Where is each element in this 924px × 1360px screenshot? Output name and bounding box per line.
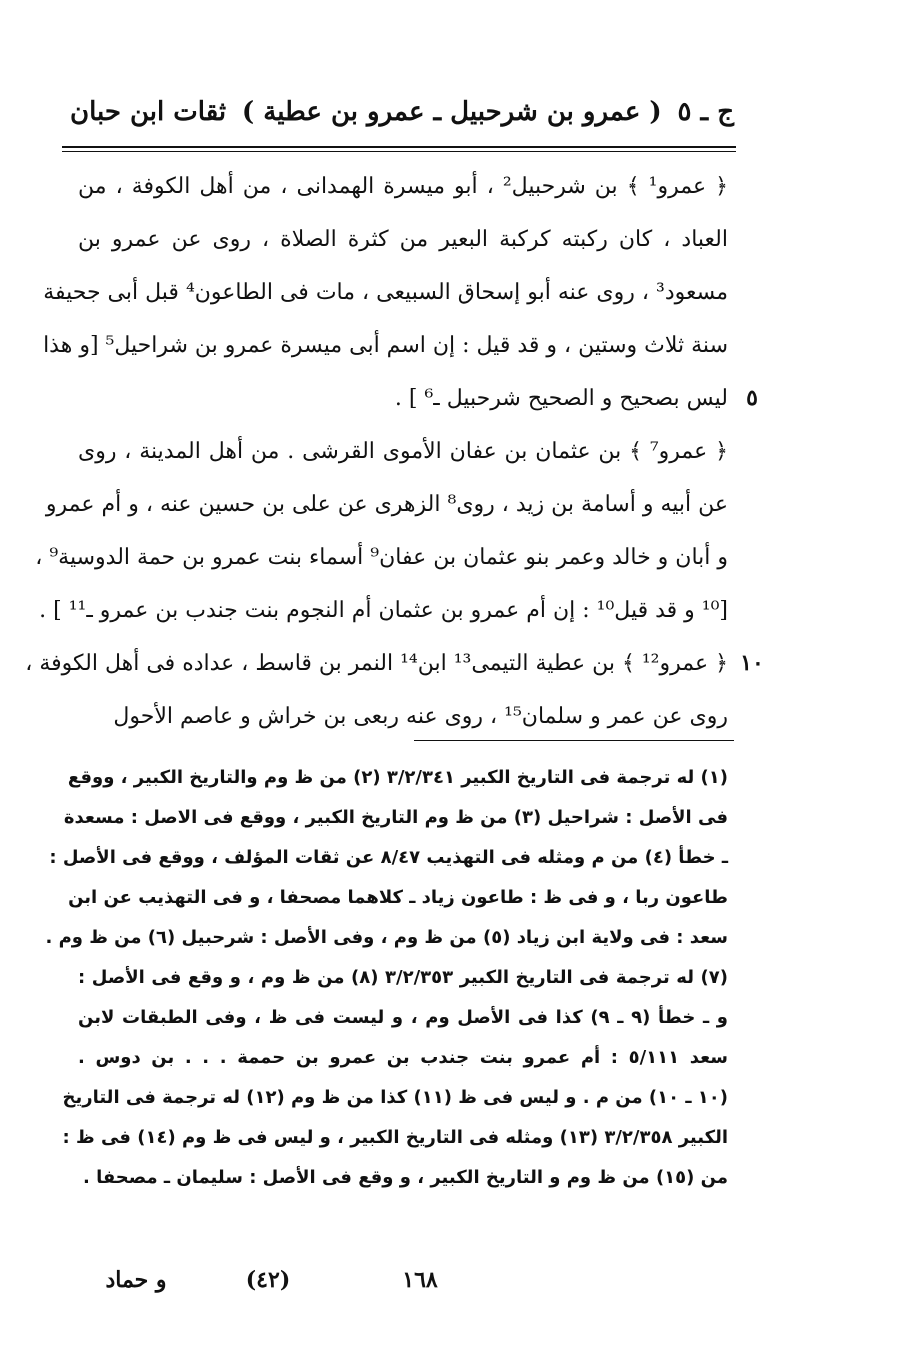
book-title: ثقات ابن حبان bbox=[70, 97, 227, 127]
signature-mark: (٤٢) bbox=[245, 1267, 291, 1293]
header-rule bbox=[62, 146, 736, 152]
text-line: عن أبيه و أسامة بن زيد ، روى⁸ الزهرى عن على بن حسين عنه ، و أم عمرو bbox=[45, 492, 728, 517]
volume-label: ج ـ ٥ bbox=[677, 97, 734, 127]
text-line: ﴿ عمرو⁷ ﴾ بن عثمان بن عفان الأموى القرشى . من أهل المدينة ، روى bbox=[78, 439, 728, 464]
footnote-line: الكبير ٣/٢/٣٥٨ (١٣) ومثله فى التاريخ الكبير ، و ليس فى ظ وم (١٤) فى ظ : bbox=[62, 1127, 728, 1148]
running-head bbox=[70, 92, 734, 132]
footnote-line: ـ خطأ (٤) من م ومثله فى التهذيب ٨/٤٧ عن ثقات المؤلف ، ووقع فى الأصل : bbox=[49, 847, 728, 868]
footnote-line: و ـ خطأ (٩ ـ ٩) كذا فى الأصل وم ، و ليست فى ظ ، وفى الطبقات لابن bbox=[78, 1007, 728, 1028]
text-line: سنة ثلاث وستين ، و قد قيل : إن اسم أبى ميسرة عمرو بن شراحيل⁵ [و هذا bbox=[43, 333, 728, 358]
text-line: ﴿ عمرو¹ ﴾ بن شرحبيل² ، أبو ميسرة الهمدانى ، من أهل الكوفة ، من bbox=[78, 174, 729, 199]
footnote-line: طاعون ربا ، و فى ظ : طاعون زياد ـ كلاهما مصحفا ، و فى التهذيب عن ابن bbox=[68, 887, 728, 908]
footnote-line: سعد : فى ولاية ابن زياد (٥) من ظ وم ، وفى الأصل : شرحبيل (٦) من ظ وم . bbox=[45, 927, 728, 948]
footnote-line: من (١٥) من ظ وم و التاريخ الكبير ، و وقع فى الأصل : سليمان ـ مصحفا . bbox=[82, 1167, 728, 1188]
line-number-10: ١٠ bbox=[740, 650, 764, 676]
text-line: و أبان و خالد وعمر بنو عثمان بن عفان⁹ أسماء بنت عمرو بن حمة الدوسية⁹ ، bbox=[35, 545, 728, 570]
text-line: ليس بصحيح و الصحيح شرحبيل ـ⁶ ] . bbox=[394, 386, 728, 411]
catchword: و حماد bbox=[105, 1267, 167, 1293]
footnote-line: (١٠ ـ ١٠) من م . و ليس فى ظ (١١) كذا من ظ وم (١٢) له ترجمة فى التاريخ bbox=[62, 1087, 728, 1108]
text-line: روى عن عمر و سلمان¹⁵ ، روى عنه ربعى بن خراش و عاصم الأحول bbox=[113, 704, 728, 729]
text-line: مسعود³ ، روى عنه أبو إسحاق السبيعى ، مات فى الطاعون⁴ قبل أبى جحيفة bbox=[43, 280, 728, 305]
page-number: ١٦٨ bbox=[402, 1267, 438, 1293]
line-number-5: ٥ bbox=[746, 385, 758, 411]
text-line: العباد ، كان ركبته كركبة البعير من كثرة الصلاة ، روى عن عمرو بن bbox=[78, 227, 728, 252]
footnote-line: (٧) له ترجمة فى التاريخ الكبير ٣/٢/٣٥٣ (٨) من ظ وم ، و وقع فى الأصل : bbox=[78, 967, 728, 988]
section-title: ( عمرو بن شرحبيل ـ عمرو بن عطية ) bbox=[241, 97, 662, 127]
footnote-rule bbox=[414, 740, 734, 741]
text-line: ﴿ عمرو¹² ﴾ بن عطية التيمى¹³ ابن¹⁴ النمر بن قاسط ، عداده فى أهل الكوفة ، bbox=[25, 651, 728, 676]
footnotes bbox=[45, 758, 728, 1198]
footnote-line: (١) له ترجمة فى التاريخ الكبير ٣/٢/٣٤١ (٢) من ظ وم والتاريخ الكبير ، ووقع bbox=[67, 767, 728, 788]
footnote-line: فى الأصل : شراحيل (٣) من ظ وم التاريخ الكبير ، ووقع فى الاصل : مسعدة bbox=[63, 807, 728, 828]
footnote-line: سعد ٥/١١١ : أم عمرو بنت جندب بن عمرو بن حممة . . . بن دوس . bbox=[78, 1047, 728, 1068]
main-text bbox=[25, 160, 729, 743]
text-line: [¹⁰ و قد قيل¹⁰ : إن أم عمرو بن عثمان أم النجوم بنت جندب بن عمرو ـ¹¹ ] . bbox=[39, 598, 728, 623]
